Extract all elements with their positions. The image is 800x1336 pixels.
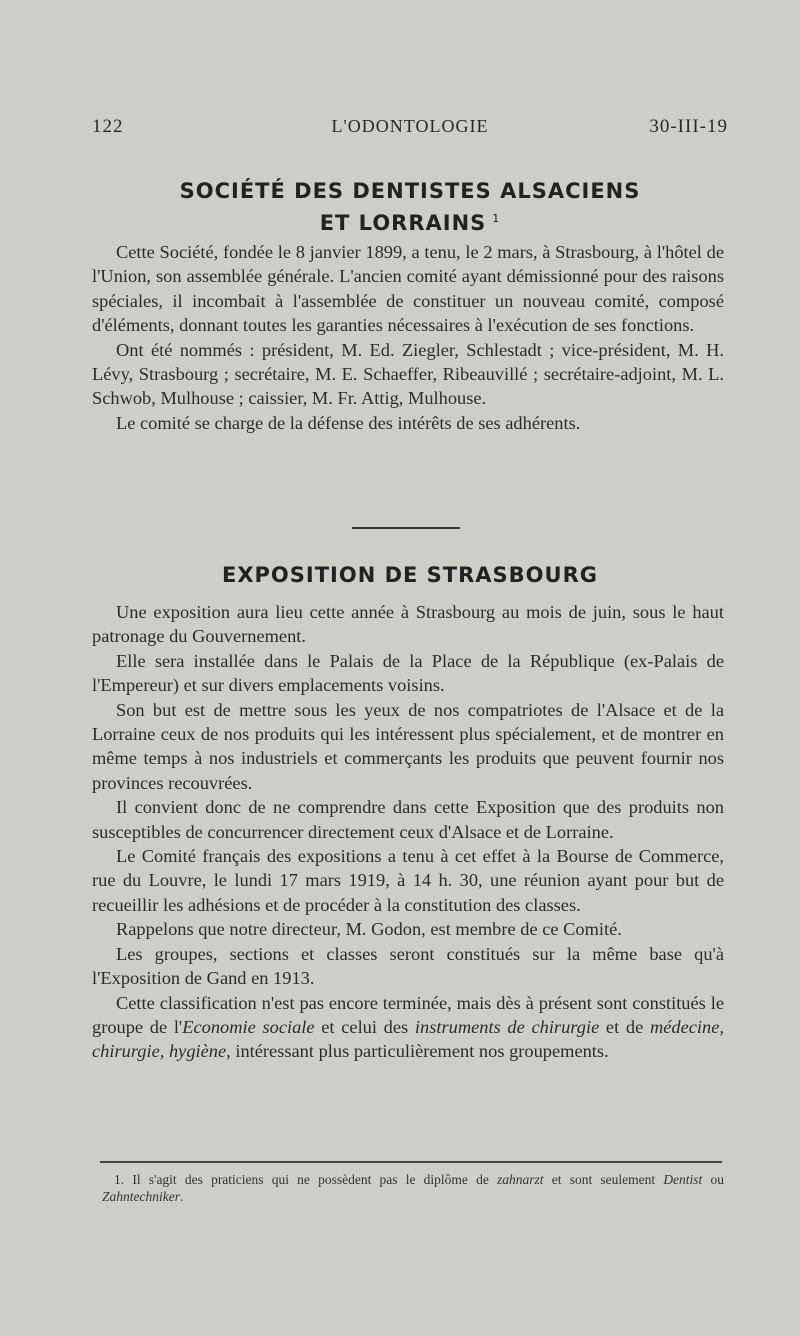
page-number: 122 (92, 116, 124, 137)
paragraph: Une exposition aura lieu cette année à Strasbourg au mois de juin, sous le haut patronage du Gouvernement. (92, 602, 724, 647)
paragraph: Les groupes, sections et classes seront constitués sur la même base qu'à l'Exposition de Gand en 1913. (92, 943, 724, 989)
running-head (92, 116, 728, 142)
section-title-line2: ET LORRAINS $^1$ (319, 211, 501, 235)
footnote: 1. Il s'agit des praticiens qui ne possèdent pas le diplôme de zahnarzt et sont seulement Dentist ou Zahntechniker. (102, 1172, 725, 1204)
section-body-exposition (92, 600, 724, 1064)
paragraph: Cette Société, fondée le 8 janvier 1899, a tenu, le 2 mars, à Strasbourg, à l'hôtel de l'Union, son assemblée générale. L'ancien comité ayant démissionné pour des raisons spéciales, il incombait à l'assemblée de constituer un nouveau comité, composé d'éléments, donnant toutes les garanties nécessaires à l'exécution de ses fonctions. (92, 242, 724, 336)
footnote-marker: 1 (492, 212, 501, 225)
paragraph: Elle sera installée dans le Palais de la Place de la République (ex-Palais de l'Empereur) et sur divers emplacements voisins. (92, 650, 724, 696)
paragraph: Rappelons que notre directeur, M. Godon, est membre de ce Comité. (116, 919, 622, 940)
paragraph: Cette classification n'est pas encore terminée, mais dès à présent sont constitués le groupe de l'Economie sociale et celui des instruments de chirurgie et de médecine, chirurgie, hygiène, intéressant plus particulièrement nos groupements. (92, 992, 724, 1062)
section-title-societe (92, 178, 728, 237)
section-title-exposition: EXPOSITION DE STRASBOURG (222, 563, 598, 587)
paragraph: Il convient donc de ne comprendre dans cette Exposition que des produits non susceptibles de concurrencer directement ceux d'Alsace et de Lorraine. (92, 797, 724, 842)
issue-date: 30-III-19 (649, 116, 728, 137)
paragraph: Son but est de mettre sous les yeux de nos compatriotes de l'Alsace et de la Lorraine ceux de nos produits qui les intéressent plus spécialement, et de montrer en même temps à nos industriels et commerçants les produits que peuvent fournir nos provinces recouvrées. (92, 699, 724, 793)
section-body-societe (92, 240, 724, 435)
paragraph: Ont été nommés : président, M. Ed. Ziegler, Schlestadt ; vice-président, M. H. Lévy, Strasbourg ; secrétaire, M. E. Schaeffer, Ribeauvillé ; secrétaire-adjoint, M. L. Schwob, Mulhouse ; caissier, M. Fr. Attig, Mulhouse. (92, 339, 724, 409)
paragraph: Le comité se charge de la défense des intérêts de ses adhérents. (116, 412, 581, 433)
section-title-line1: SOCIÉTÉ DES DENTISTES ALSACIENS (179, 179, 641, 203)
paragraph: Le Comité français des expositions a tenu à cet effet à la Bourse de Commerce, rue du Louvre, le lundi 17 mars 1919, à 14 h. 30, une réunion ayant pour but de recueillir les adhésions et de procéder à la constitution des classes. (92, 846, 724, 915)
footnote-divider (100, 1161, 722, 1163)
section-divider (352, 527, 460, 529)
journal-title: L'ODONTOLOGIE (331, 116, 489, 136)
